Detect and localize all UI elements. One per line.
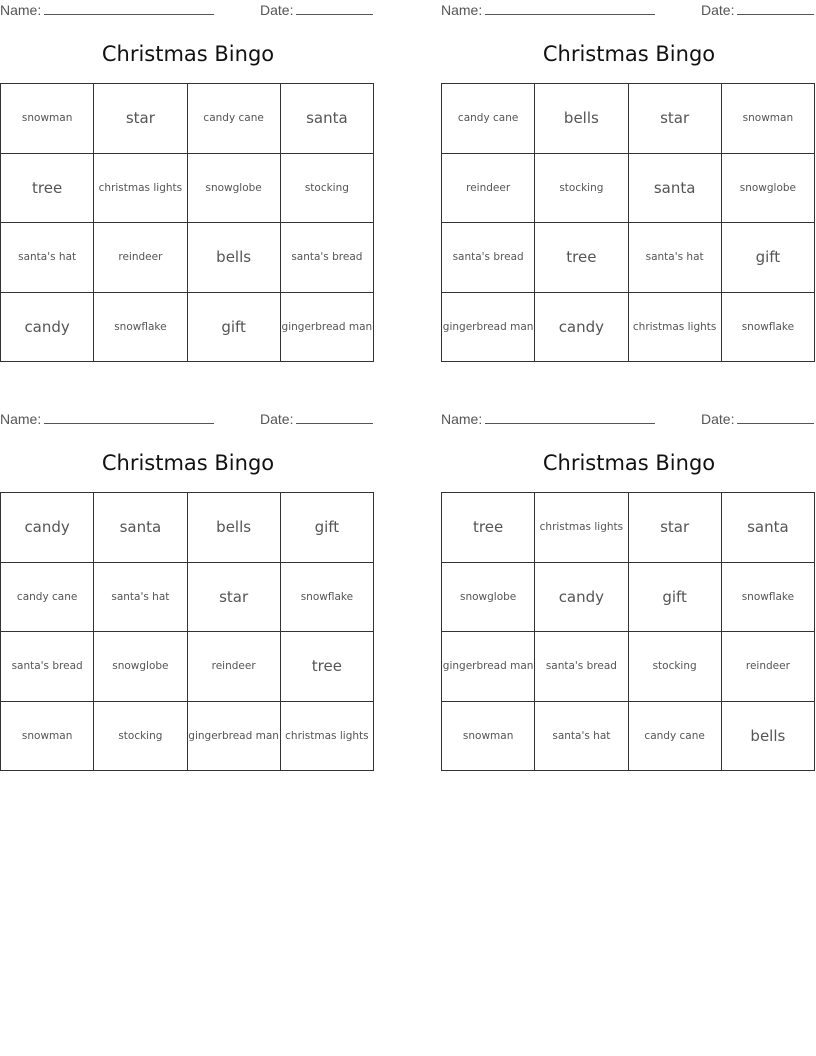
date-label: Date: xyxy=(260,2,294,18)
date-label: Date: xyxy=(260,411,294,427)
bingo-grid xyxy=(441,492,815,771)
date-blank[interactable] xyxy=(296,2,373,15)
bingo-cell: santa's hat xyxy=(629,223,722,293)
bingo-cell: gift xyxy=(629,563,722,633)
bingo-cell: christmas lights xyxy=(629,293,722,363)
name-blank[interactable] xyxy=(485,411,655,424)
bingo-cell: gift xyxy=(722,223,815,293)
date-blank[interactable] xyxy=(737,411,814,424)
bingo-cell: snowglobe xyxy=(188,154,281,224)
bingo-grid xyxy=(441,83,815,362)
bingo-cell: gingerbread man xyxy=(442,632,535,702)
bingo-cell: star xyxy=(94,84,187,154)
name-field[interactable] xyxy=(441,411,655,427)
bingo-cell: gift xyxy=(281,493,374,563)
name-field[interactable] xyxy=(0,411,214,427)
bingo-card-2 xyxy=(441,0,816,370)
bingo-cell: candy cane xyxy=(188,84,281,154)
name-blank[interactable] xyxy=(485,2,655,15)
bingo-cell: snowman xyxy=(1,84,94,154)
bingo-cell: snowflake xyxy=(722,293,815,363)
name-label: Name: xyxy=(0,2,42,18)
bingo-cell: snowglobe xyxy=(442,563,535,633)
bingo-cell: tree xyxy=(281,632,374,702)
bingo-cell: santa xyxy=(629,154,722,224)
bingo-cell: snowflake xyxy=(722,563,815,633)
bingo-cell: bells xyxy=(722,702,815,772)
bingo-cell: gingerbread man xyxy=(281,293,374,363)
bingo-cell: reindeer xyxy=(722,632,815,702)
bingo-cell: candy cane xyxy=(629,702,722,772)
bingo-cell: christmas lights xyxy=(281,702,374,772)
card-header xyxy=(441,409,816,431)
bingo-grid xyxy=(0,492,374,771)
bingo-cell: gift xyxy=(188,293,281,363)
bingo-cell: santa xyxy=(722,493,815,563)
bingo-card-1 xyxy=(0,0,376,370)
bingo-cell: bells xyxy=(188,493,281,563)
name-field[interactable] xyxy=(441,2,655,18)
bingo-cell: candy cane xyxy=(442,84,535,154)
bingo-cell: santa xyxy=(94,493,187,563)
name-blank[interactable] xyxy=(44,411,214,424)
bingo-cell: gingerbread man xyxy=(442,293,535,363)
bingo-cell: gingerbread man xyxy=(188,702,281,772)
date-field[interactable] xyxy=(701,2,814,18)
bingo-cell: tree xyxy=(535,223,628,293)
bingo-cell: santa's hat xyxy=(94,563,187,633)
bingo-cell: stocking xyxy=(281,154,374,224)
bingo-cell: candy xyxy=(535,563,628,633)
bingo-cell: snowman xyxy=(722,84,815,154)
card-header xyxy=(441,0,816,22)
name-blank[interactable] xyxy=(44,2,214,15)
bingo-cell: candy xyxy=(535,293,628,363)
name-label: Name: xyxy=(441,2,483,18)
card-title: Christmas Bingo xyxy=(101,451,275,475)
card-header xyxy=(0,409,376,431)
bingo-cell: stocking xyxy=(629,632,722,702)
bingo-cell: bells xyxy=(535,84,628,154)
bingo-cell: christmas lights xyxy=(535,493,628,563)
bingo-card-4 xyxy=(441,409,816,779)
bingo-cell: snowglobe xyxy=(722,154,815,224)
bingo-card-3 xyxy=(0,409,376,779)
date-blank[interactable] xyxy=(296,411,373,424)
bingo-cell: candy cane xyxy=(1,563,94,633)
bingo-cell: bells xyxy=(188,223,281,293)
bingo-cell: christmas lights xyxy=(94,154,187,224)
bingo-cell: star xyxy=(188,563,281,633)
date-label: Date: xyxy=(701,411,735,427)
bingo-cell: santa's bread xyxy=(442,223,535,293)
bingo-cell: santa's bread xyxy=(281,223,374,293)
bingo-cell: snowman xyxy=(442,702,535,772)
card-header xyxy=(0,0,376,22)
bingo-cell: stocking xyxy=(535,154,628,224)
bingo-cell: snowflake xyxy=(94,293,187,363)
bingo-cell: star xyxy=(629,493,722,563)
bingo-cell: reindeer xyxy=(94,223,187,293)
bingo-cell: snowman xyxy=(1,702,94,772)
bingo-cell: reindeer xyxy=(442,154,535,224)
bingo-cell: reindeer xyxy=(188,632,281,702)
bingo-cell: snowflake xyxy=(281,563,374,633)
date-blank[interactable] xyxy=(737,2,814,15)
bingo-grid xyxy=(0,83,374,362)
bingo-cell: candy xyxy=(1,493,94,563)
bingo-cell: candy xyxy=(1,293,94,363)
bingo-cell: star xyxy=(629,84,722,154)
bingo-cell: tree xyxy=(1,154,94,224)
date-label: Date: xyxy=(701,2,735,18)
name-label: Name: xyxy=(0,411,42,427)
name-field[interactable] xyxy=(0,2,214,18)
card-title: Christmas Bingo xyxy=(542,451,716,475)
date-field[interactable] xyxy=(260,411,373,427)
bingo-cell: snowglobe xyxy=(94,632,187,702)
date-field[interactable] xyxy=(701,411,814,427)
date-field[interactable] xyxy=(260,2,373,18)
name-label: Name: xyxy=(441,411,483,427)
bingo-cell: santa xyxy=(281,84,374,154)
bingo-cell: santa's bread xyxy=(1,632,94,702)
card-title: Christmas Bingo xyxy=(101,42,275,66)
bingo-cell: santa's bread xyxy=(535,632,628,702)
card-title: Christmas Bingo xyxy=(542,42,716,66)
bingo-cell: santa's hat xyxy=(535,702,628,772)
bingo-cell: santa's hat xyxy=(1,223,94,293)
bingo-cell: stocking xyxy=(94,702,187,772)
bingo-cell: tree xyxy=(442,493,535,563)
